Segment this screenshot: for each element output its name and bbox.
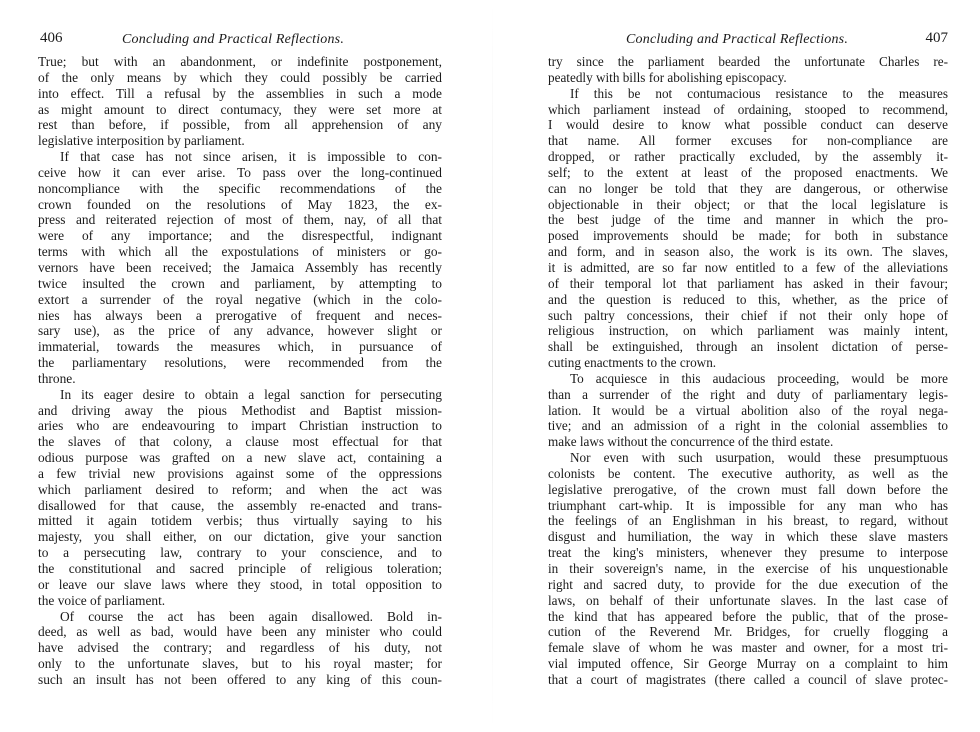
left-page-number: 406 [40,30,63,46]
text-line: have advised the contrary; and regardless of his duty, not [38,640,442,656]
right-page [548,0,948,732]
text-line: the voice of parliament. [38,592,166,608]
text-line: the constitutional and sacred principle of religious toleration; [38,561,442,576]
left-page [38,0,442,732]
text-line: tive; and an admission of a right in the colonial assemblies to [548,418,948,434]
text-line: the kind that has appeared before the public, that of the prose- [548,608,948,624]
text-line: If that case has not since arisen, it is impossible to con- [60,149,442,165]
text-line: In its eager desire to obtain a legal sanction for persecuting [60,386,442,402]
text-line: majesty, you shall either, on our dictation, give your sanction [38,529,442,545]
text-line: lation. It would be a virtual abolition also of the royal nega- [548,402,948,418]
text-line: to a persecuting law, contrary to your conscience, and to [38,545,442,561]
text-line: mitted it again totidem verbis; thus virtually saying to his [38,513,442,529]
text-line: it is admitted, are so far now entitled to a few of the alleviations [548,259,948,275]
text-line: cuting enactments to the crown. [548,355,717,371]
text-line: into effect. Till a refusal by the assemblies in such a mode [38,85,442,101]
text-line: than a surrender of the right and duty of parliamentary legis- [548,386,948,402]
text-line: and form, and in season also, the work is its own. The slaves, [548,244,948,260]
text-line: colonists be content. The executive authority, as well as the [548,465,948,481]
text-line: such paltry concessions, their chief if not their only hope of [548,307,948,323]
right-running-head [548,30,948,50]
text-line: such an insult has not been offered to any king of this coun- [38,671,442,687]
text-line: legislative interposition by parliament. [38,133,245,149]
text-line: of the only means by which they could possibly be carried [38,69,442,85]
text-line: objectionable in their object; or that the local legislature is [548,196,948,212]
text-line: laws, on behalf of their unfortunate slaves. In the last case of [548,592,948,608]
text-line: female slave of whom he was master and owner, for a most tri- [548,640,948,656]
text-line: disallowed for that cause, the assembly re-enacted and trans- [38,497,442,513]
text-line: Of course the act has been again disallowed. Bold in- [60,608,442,624]
text-line: posed improvements should be made; for both in substance [548,228,948,244]
text-line: can no longer be told that they are dangerous, or otherwise [548,180,948,196]
text-line: treat the king's ministers, whenever they presume to interpose [548,545,948,561]
text-line: vernors have been received; the Jamaica Assembly has recently [38,259,442,275]
text-line: self; to the extent at least of the proposed enactments. We [548,164,948,180]
text-line: dropped, or rather practically excluded, by the assembly it- [548,149,948,165]
text-line: try since the parliament bearded the unfortunate Charles re- [548,54,948,69]
text-line: which parliament desired to reform; and when the act was [38,481,442,497]
text-line: crown founded on the resolutions of May 1823, the ex- [38,196,442,212]
text-line: legislative prerogative, of the crown must fall down before the [548,481,948,497]
text-line: and driving away the pious Methodist and Baptist mission- [38,402,442,418]
text-line: only to the unfortunate slaves, but to his royal master; for [38,656,442,672]
text-line: peatedly with bills for abolishing episcopacy. [548,69,787,85]
right-body-text [548,54,948,688]
text-line: nies has always been a prerogative of frequent and neces- [38,307,442,323]
text-line: extort a surrender of the royal negative (which in the colo- [38,291,442,307]
text-line: in their sovereign's name, in the exercise of his unquestionable [548,561,948,576]
text-line: cution of the Reverend Mr. Bridges, for cruelly flogging a [548,624,948,640]
text-line: the best judge of the time and manner in which the pro- [548,212,948,228]
left-running-title: Concluding and Practical Reflections. [122,32,345,47]
text-line: If this be not contumacious resistance to the measures [570,85,948,101]
text-line: Nor even with such usurpation, would these presumptuous [570,450,948,466]
text-line: as might amount to direct contumacy, they were set more at [38,101,442,117]
text-line: and the question is reduced to this, whether, as the price of [548,291,948,307]
text-line: ceive how it can ever arise. To pass over the long-continued [38,164,442,180]
left-body-text [38,54,442,688]
text-line: immaterial, towards the measures which, in pursuance of [38,339,442,355]
text-line: religious instruction, on which parliament was mainly intent, [548,323,948,339]
text-line: throne. [38,370,76,386]
text-line: which parliament instead of ordaining, stooped to recommend, [548,101,948,117]
text-line: twice insulted the crown and parliament, by attempting to [38,275,442,291]
left-running-head [38,30,442,50]
right-page-number: 407 [925,30,948,46]
text-line: aries who are endeavouring to impart Christian instruction to [38,418,442,434]
text-line: that name. All former excuses for non-compliance are [548,133,948,149]
text-line: or leave our slave laws where they stood, in total opposition to [38,576,442,592]
text-line: of their temporal lot that parliament has asked in their favour; [548,275,948,291]
text-line: triumphant cart-whip. It is impossible for any man who has [548,497,948,513]
text-line: To acquiesce in this audacious proceeding, would be more [570,370,948,386]
text-line: make laws without the concurrence of the third estate. [548,434,834,450]
text-line: I would desire to know what possible conduct can deserve [548,117,948,133]
text-line: were of any importance; and the disrespectful, indignant [38,228,442,244]
text-line: rest than before, if possible, from all apprehension of any [38,117,442,133]
text-line: vial imputed offence, Sir George Murray on a complaint to him [548,656,948,672]
text-line: noncompliance with the specific recommendations of the [38,180,442,196]
text-line: the slaves of that colony, a clause most effectual for that [38,434,442,450]
right-running-title: Concluding and Practical Reflections. [626,32,849,47]
text-line: the feelings of an Englishman in his breast, to regard, without [548,513,948,529]
text-line: right and sacred duty, to provide for the due execution of the [548,576,948,592]
text-line: a few trivial new provisions against some of the oppressions [38,465,442,481]
text-line: shall be extinguished, through an insolent dictation of perse- [548,339,948,355]
text-line: True; but with an abandonment, or indefinite postponement, [38,54,442,69]
text-line: that a court of magistrates (there called a council of slave protec- [548,671,948,687]
text-line: sary use), as the price of any advance, however slight or [38,323,442,339]
text-line: odious purpose was grafted on a new slave act, containing a [38,450,442,466]
text-line: press and reiterated rejection of most of them, nay, of all that [38,212,442,228]
text-line: disgust and humiliation, the way in which these slave masters [548,529,948,545]
page-gutter [492,0,493,732]
text-line: deed, as well as bad, would have been any minister who could [38,624,442,640]
text-line: terms with which all the expostulations of ministers or go- [38,244,442,260]
text-line: the parliamentary resolutions, were recommended from the [38,355,442,371]
